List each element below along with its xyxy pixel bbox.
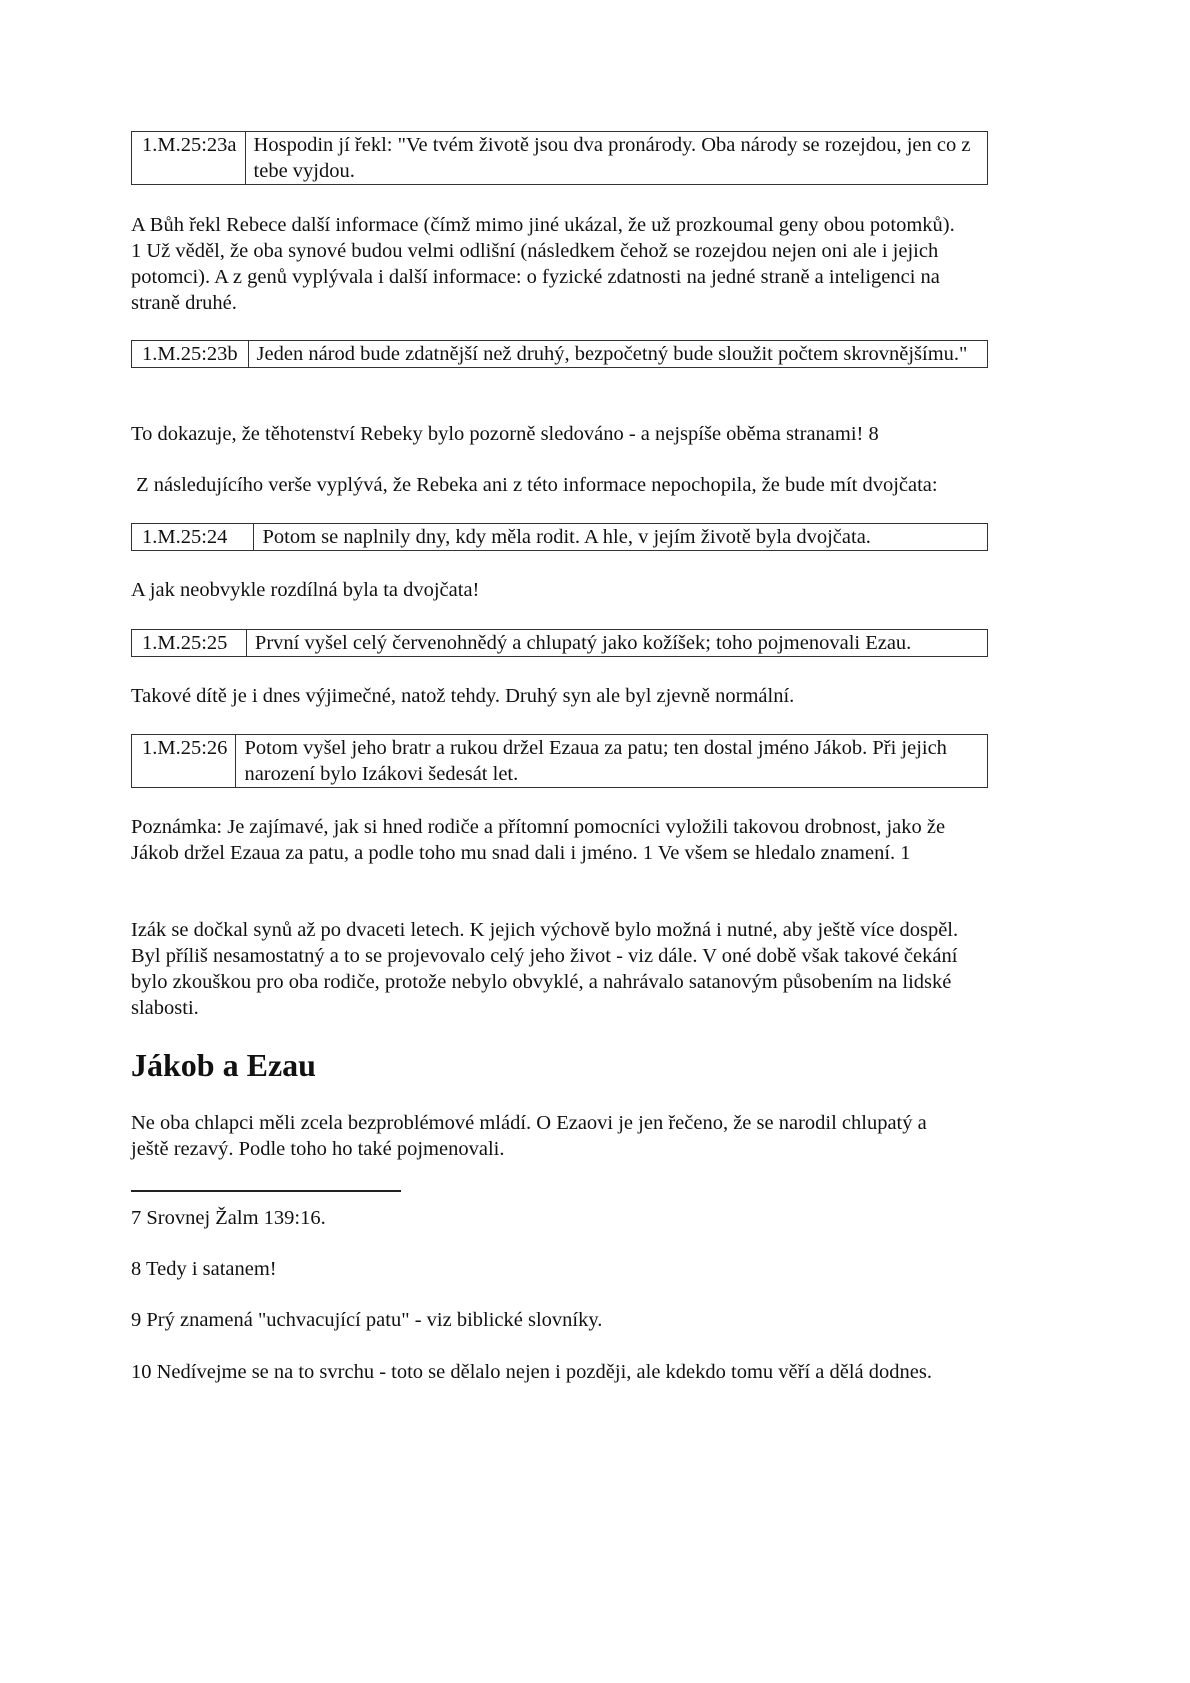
paragraph: A Bůh řekl Rebece další informace (čímž mimo jiné ukázal, že už prozkoumal geny obou potomků). 1 Už věděl, že oba synové budou velmi odlišní (následkem čehož se rozejdou nejen oni ale i jejich potomci). A z genů vyplývala i další informace: o fyzické zdatnosti na jedné straně a inteligenci na straně druhé.	[131, 214, 955, 314]
verse-text: Potom se naplnily dny, kdy měla rodit. A hle, v jejím životě byla dvojčata.	[254, 524, 988, 551]
paragraph: Poznámka: Je zajímavé, jak si hned rodiče a přítomní pomocníci vyložili takovou drobnost, jako že Jákob držel Ezaua za patu, a podle toho mu snad dali i jméno. 1 Ve všem se hledalo znamení. 1	[131, 816, 946, 864]
verse-table	[131, 629, 988, 657]
verse-ref: 1.M.25:24	[132, 524, 254, 551]
paragraph: A jak neobvykle rozdílná byla ta dvojčata!	[131, 579, 480, 601]
footnote: 10 Nedívejme se na to svrchu - toto se dělalo nejen i později, ale kdekdo tomu věří a dělá dodnes.	[131, 1361, 932, 1383]
verse-table	[131, 131, 988, 185]
verse-row	[132, 341, 988, 368]
verse-ref: 1.M.25:23a	[132, 132, 246, 185]
verse-ref: 1.M.25:23b	[132, 341, 249, 368]
paragraph: Z následujícího verše vyplývá, že Rebeka ani z této informace nepochopila, že bude mít dvojčata:	[131, 474, 938, 496]
footnote-separator	[131, 1190, 401, 1192]
verse-row	[132, 132, 988, 185]
footnote: 7 Srovnej Žalm 139:16.	[131, 1207, 326, 1229]
verse-row	[132, 735, 988, 788]
footnote: 8 Tedy i satanem!	[131, 1258, 277, 1280]
paragraph: To dokazuje, že těhotenství Rebeky bylo pozorně sledováno - a nejspíše oběma stranami! 8	[131, 423, 879, 445]
verse-row	[132, 630, 988, 657]
verse-table	[131, 523, 988, 551]
verse-table	[131, 734, 988, 788]
verse-ref: 1.M.25:25	[132, 630, 247, 657]
verse-ref: 1.M.25:26	[132, 735, 236, 788]
footnote: 9 Prý znamená "uchvacující patu" - viz biblické slovníky.	[131, 1309, 603, 1331]
verse-table	[131, 340, 988, 368]
paragraph: Takové dítě je i dnes výjimečné, natož tehdy. Druhý syn ale byl zjevně normální.	[131, 685, 795, 707]
paragraph: Izák se dočkal synů až po dvaceti letech. K jejich výchově bylo možná i nutné, aby ještě více dospěl. Byl příliš nesamostatný a to se projevovalo celý jeho život - viz dále. V oné době však takové čekání bylo zkouškou pro oba rodiče, protože nebylo obvyklé, a nahrávalo satanovým působením na lidské slabosti.	[131, 919, 959, 1019]
verse-text: Potom vyšel jeho bratr a rukou držel Ezaua za patu; ten dostal jméno Jákob. Při jejich narození bylo Izákovi šedesát let.	[236, 735, 988, 788]
verse-row	[132, 524, 988, 551]
section-heading: Jákob a Ezau	[131, 1047, 316, 1083]
verse-text: Hospodin jí řekl: "Ve tvém životě jsou dva pronárody. Oba národy se rozejdou, jen co z tebe vyjdou.	[245, 132, 987, 185]
verse-text: První vyšel celý červenohnědý a chlupatý jako kožíšek; toho pojmenovali Ezau.	[246, 630, 987, 657]
paragraph: Ne oba chlapci měli zcela bezproblémové mládí. O Ezaovi je jen řečeno, že se narodil chlupatý a ještě rezavý. Podle toho ho také pojmenovali.	[131, 1112, 927, 1160]
verse-text: Jeden národ bude zdatnější než druhý, bezpočetný bude sloužit počtem skrovnějšímu."	[248, 341, 987, 368]
